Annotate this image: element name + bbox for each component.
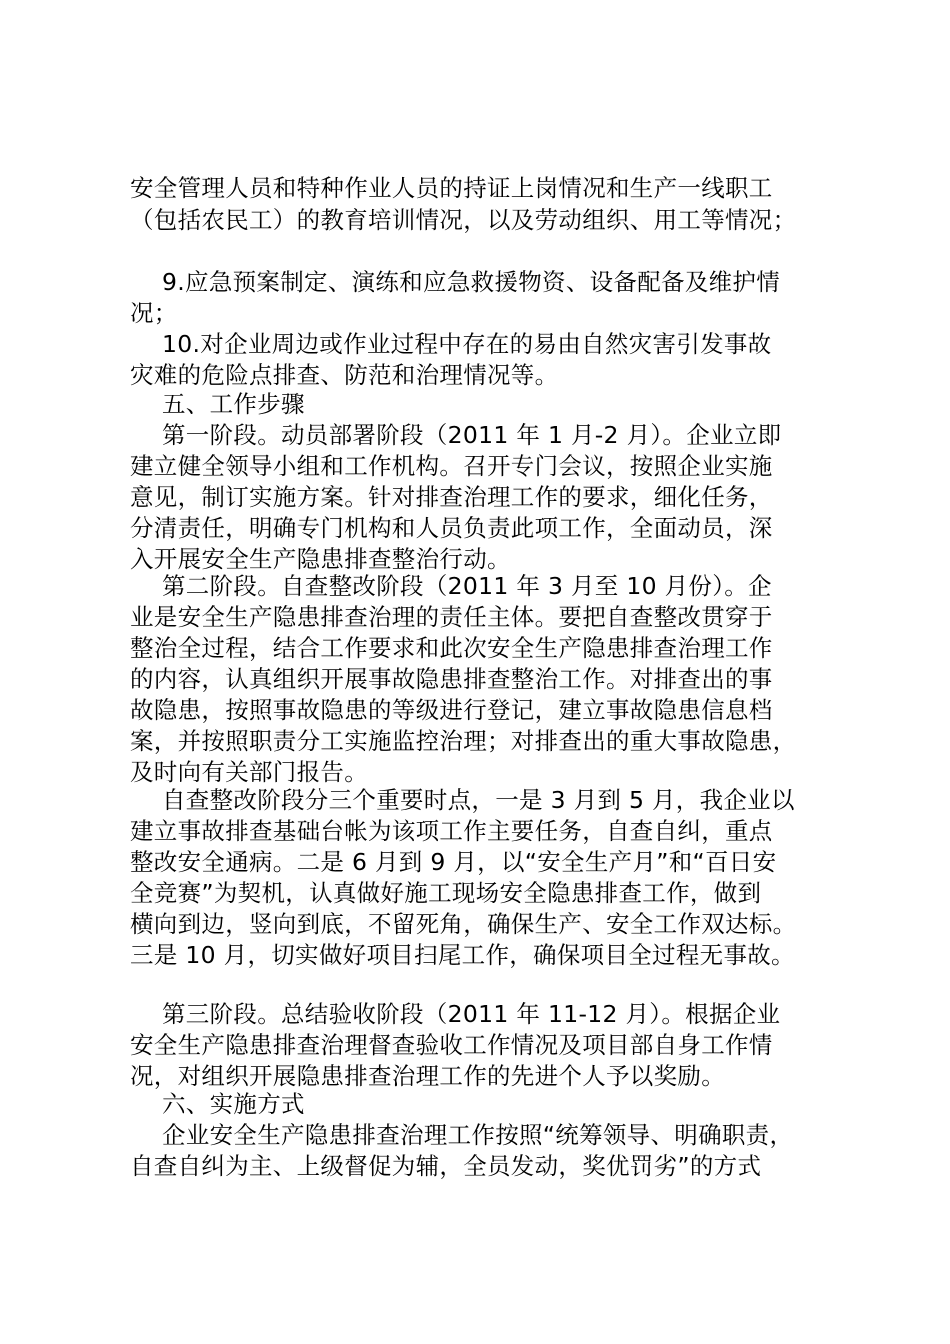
text-line: 企业安全生产隐患排查治理工作按照“统筹领导、明确职责， — [162, 1121, 794, 1149]
section-heading: 五、工作步骤 — [162, 390, 305, 418]
text-line: 的内容，认真组织开展事故隐患排查整治工作。对排查出的事 — [130, 665, 773, 693]
text-line: 三是 10 月，切实做好项目扫尾工作，确保项目全过程无事故。 — [130, 941, 795, 969]
text-line: 入开展安全生产隐患排查整治行动。 — [130, 545, 511, 573]
text-line: 横向到边，竖向到底，不留死角，确保生产、安全工作双达标。 — [130, 910, 797, 938]
text-line: 第三阶段。总结验收阶段（2011 年 11-12 月）。根据企业 — [162, 1000, 781, 1028]
text-line: 业是安全生产隐患排查治理的责任主体。要把自查整改贯穿于 — [130, 603, 773, 631]
text-line: 案，并按照职责分工实施监控治理；对排查出的重大事故隐患， — [130, 727, 797, 755]
text-line: 自查自纠为主、上级督促为辅，全员发动，奖优罚劣”的方式 — [130, 1152, 762, 1180]
text-line: 第二阶段。自查整改阶段（2011 年 3 月至 10 月份）。企 — [162, 572, 772, 600]
text-line: 及时向有关部门报告。 — [130, 758, 368, 786]
text-line: 安全生产隐患排查治理督查验收工作情况及项目部自身工作情 — [130, 1031, 773, 1059]
text-line: 况，对组织开展隐患排查治理工作的先进个人予以奖励。 — [130, 1062, 725, 1090]
text-line: 9.应急预案制定、演练和应急救援物资、设备配备及维护情 — [162, 268, 781, 296]
text-line: 10.对企业周边或作业过程中存在的易由自然灾害引发事故 — [162, 330, 772, 358]
text-line: 分清责任，明确专门机构和人员负责此项工作，全面动员，深 — [130, 514, 773, 542]
text-line: 建立事故排查基础台帐为该项工作主要任务，自查自纠，重点 — [130, 817, 773, 845]
text-line: 安全管理人员和特种作业人员的持证上岗情况和生产一线职工 — [130, 174, 773, 202]
text-line: 整治全过程，结合工作要求和此次安全生产隐患排查治理工作 — [130, 634, 773, 662]
text-line: 建立健全领导小组和工作机构。召开专门会议，按照企业实施 — [130, 452, 773, 480]
section-heading: 六、实施方式 — [162, 1090, 305, 1118]
text-line: 全竞赛”为契机，认真做好施工现场安全隐患排查工作，做到 — [130, 879, 762, 907]
text-line: 自查整改阶段分三个重要时点，一是 3 月到 5 月，我企业以 — [162, 786, 795, 814]
text-line: 况； — [130, 299, 178, 327]
text-line: 整改安全通病。二是 6 月到 9 月，以“安全生产月”和“百日安 — [130, 848, 777, 876]
text-line: 故隐患，按照事故隐患的等级进行登记，建立事故隐患信息档 — [130, 696, 773, 724]
text-line: 意见，制订实施方案。针对排查治理工作的要求，细化任务， — [130, 483, 773, 511]
text-line: 第一阶段。动员部署阶段（2011 年 1 月-2 月）。企业立即 — [162, 421, 782, 449]
text-line: 灾难的危险点排查、防范和治理情况等。 — [130, 361, 559, 389]
text-line: （包括农民工）的教育培训情况，以及劳动组织、用工等情况； — [130, 206, 797, 234]
